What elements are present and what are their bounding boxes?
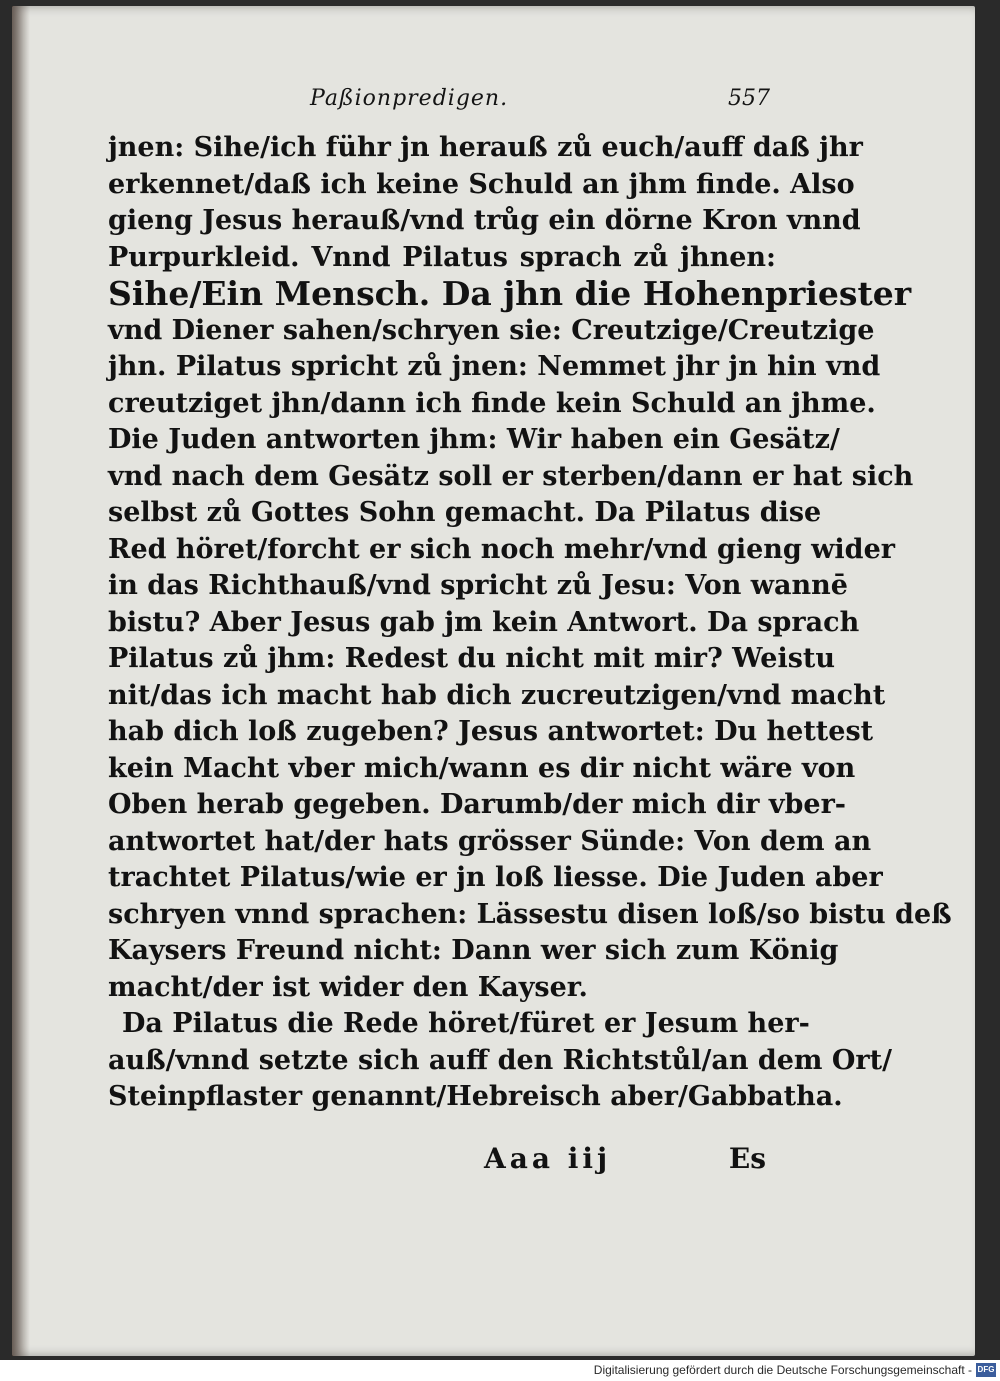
page-footer bbox=[108, 1142, 776, 1182]
body-text bbox=[108, 130, 952, 1116]
text-line: in das Richthauß/vnd spricht zů Jesu: Von wannē bbox=[108, 570, 848, 601]
text-line: trachtet Pilatus/wie er jn loß liesse. Die Juden aber bbox=[108, 862, 883, 893]
text-line: jhn. Pilatus spricht zů jnen: Nemmet jhr jn hin vnd bbox=[108, 351, 881, 382]
text-line: nit/das ich macht hab dich zucreutzigen/vnd macht bbox=[108, 679, 886, 711]
catchword: Es bbox=[728, 1142, 766, 1175]
text-line: selbst zů Gottes Sohn gemacht. Da Pilatus dise bbox=[108, 497, 822, 528]
text-line: erkennet/daß ich keine Schuld an jhm finde. Also bbox=[108, 168, 855, 200]
text-line: bistu? Aber Jesus gab jm kein Antwort. Da sprach bbox=[108, 606, 860, 638]
text-line: kein Macht vber mich/wann es dir nicht wäre von bbox=[108, 752, 856, 784]
page-number: 557 bbox=[728, 86, 770, 111]
text-line: jnen: Sihe/ich führ jn herauß zů euch/auff daß jhr bbox=[108, 132, 863, 163]
signature-mark: Aaa iij bbox=[484, 1142, 612, 1175]
running-title: Paßionpredigen. bbox=[310, 86, 509, 111]
text-line: gieng Jesus herauß/vnd trůg ein dörne Kron vnnd bbox=[108, 205, 861, 236]
text-line: vnd nach dem Gesätz soll er sterben/dann er hat sich bbox=[108, 460, 914, 492]
text-line-emphasis: Sihe/Ein Mensch. Da jhn die Hohenpriester bbox=[108, 274, 912, 313]
text-line: Kaysers Freund nicht: Dann wer sich zum König bbox=[108, 935, 839, 966]
credit-text: Digitalisierung gefördert durch die Deutsche Forschungsgemeinschaft - bbox=[593, 1363, 972, 1377]
text-line: auß/vnnd setzte sich auff den Richtstůl/an dem Ort/ bbox=[108, 1044, 892, 1076]
text-line: vnd Diener sahen/schryen sie: Creutzige/Creutzige bbox=[108, 314, 875, 346]
text-line: Red höret/forcht er sich noch mehr/vnd gieng wider bbox=[108, 533, 895, 565]
credit-bar bbox=[0, 1360, 1000, 1381]
text-line: Steinpflaster genannt/Hebreisch aber/Gabbatha. bbox=[108, 1081, 843, 1112]
text-line: Purpurkleid. Vnnd Pilatus sprach zů jhnen: bbox=[108, 241, 776, 273]
text-line: macht/der ist wider den Kayser. bbox=[108, 971, 588, 1003]
text-line: hab dich loß zugeben? Jesus antwortet: Du hettest bbox=[108, 716, 874, 747]
page-header bbox=[310, 86, 770, 116]
text-line: Oben herab gegeben. Darumb/der mich dir vber- bbox=[108, 789, 847, 820]
page-spine-shadow bbox=[12, 6, 30, 1356]
text-line: Die Juden antworten jhm: Wir haben ein Gesätz/ bbox=[108, 424, 840, 455]
text-line: Pilatus zů jhm: Redest du nicht mit mir? Weistu bbox=[108, 643, 836, 674]
text-line: antwortet hat/der hats grösser Sünde: Von dem an bbox=[108, 825, 872, 857]
paragraph-start-line: Da Pilatus die Rede höret/füret er Jesum her- bbox=[122, 1008, 810, 1039]
text-line: schryen vnnd sprachen: Lässestu disen loß/so bistu deß bbox=[108, 898, 952, 930]
dfg-logo: DFG bbox=[976, 1363, 996, 1377]
text-line: creutziget jhn/dann ich finde kein Schuld an jhme. bbox=[108, 387, 876, 419]
